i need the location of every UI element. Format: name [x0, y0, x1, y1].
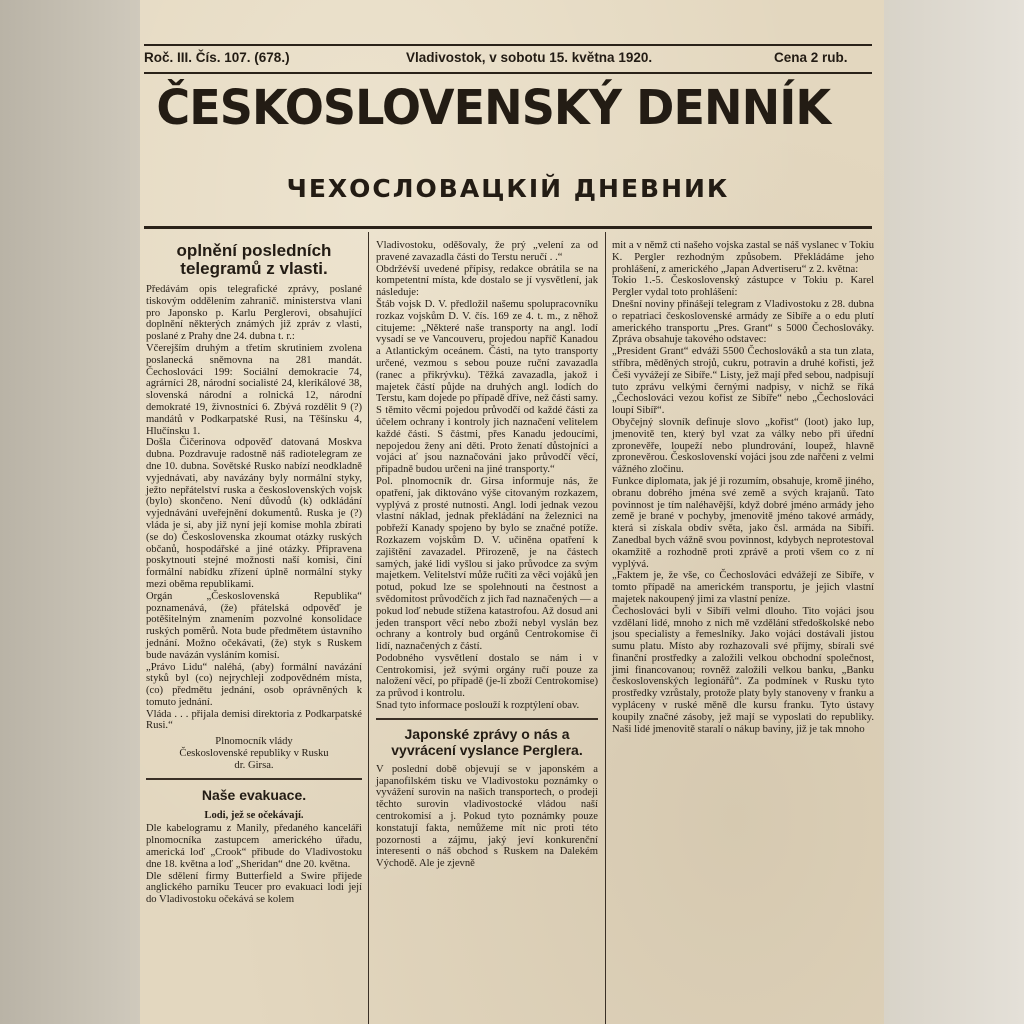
paragraph: Vláda . . . přijala demisi direktoria z Podkarpatské Rusi.“	[146, 708, 362, 732]
paragraph: „Faktem je, že vše, co Čechoslováci edvážejí ze Sibíře, v tomto případě na americkém transportu, je jejich vlastní majetek nakoupený jimi za vlastní peníze.	[612, 570, 874, 605]
article-separator	[376, 718, 598, 720]
paragraph: Došla Čičerinova odpověď datovaná Moskva dubna. Pozdravuje radostně náš radiotelegram ze dne 10. dubna. Sovětské Rusko nabízí neodkladně vyjednávati, aby navázány byly normální styky, ježto nepřátelství ruska a československých vojsk (bylo) skončeno. Není důvodů (k) odkládání vyjednávání uveřejnění dokumentů. Ruska je (?) vláda je si, aby již nyní její komise mohla zbírati (se do) Československa zkoumat otázky ruských občanů, hospodářské a jiné otázky. Připravena poskytnouti stejné možnosti naší komisi, činí formální nabídku zřízení úplně normální styky mezi oběma republikami.	[146, 437, 362, 590]
masthead-title: ČESKOSLOVENSKÝ DENNÍK	[156, 80, 831, 136]
column-2	[376, 240, 598, 870]
paragraph: Dle kabelogramu z Manily, předaného kanceláři plnomocníka zastupcem amerického úřadu, americká loď „Crook“ přibude do Vladivostoku dne 18. května a loď „Sheridan“ dne 20. května.	[146, 823, 362, 870]
price: Cena 2 rub.	[774, 50, 848, 65]
paragraph: Dle sdělení firmy Butterfield a Swire přijede anglického parníku Teucer pro evakuaci lodi její do Vladivostoku očekává se kolem	[146, 870, 362, 906]
issue-rule	[144, 72, 872, 74]
paragraph: Dnešní noviny přinášejí telegram z Vladivostoku z 28. dubna o repatriaci československé armády ze Sibíře a o edu plutí amerického transportu „Pres. Grant“ s 5000 Čechoslováky. Zpráva obsahuje takového odstavec:	[612, 298, 874, 346]
paragraph: Předávám opis telegrafické zprávy, poslané tiskovým oddělením zahranič. ministerstva vlani pro Japonsko p. Karlu Perglerovi, obsahující doplnění některých známých již zpráv z vlasti, poslané z Prahy dne 24. dubna t. r.:	[146, 284, 362, 343]
article-heading-evacuation: Naše evakuace.	[201, 786, 307, 803]
paragraph: Obdržévší uvedené přípisy, redakce obrátila se na kompetentní místa, kde dostalo se jí vysvětlení, jak následuje:	[376, 263, 598, 299]
article-separator	[146, 778, 362, 780]
column-divider-2	[605, 232, 606, 1024]
signature-line: Plnomocník vlády	[215, 736, 293, 748]
paragraph: Obyčejný slovník definuje slovo „kořist“ (loot) jako lup, jmenovitě ten, který byl vzat za války nebo při úřední zpronevěře, loupeží nebo plundrování, loupež, hlavně zpronevěrou. Československí vojáci jsou zde nařčeni z velmi vážného zločinu.	[612, 416, 874, 476]
scan-background-right	[884, 0, 1024, 1024]
paragraph: Orgán „Československá Republika“ poznamenává, (že) přátelská odpověď je potěšitelným znamením pozvolné konsolidace ruských poměrů. Nota bude předmětem ústavního jednání. Možno očekávati, (že) styk s Ruskem bude navázán vysláním komisí.	[146, 590, 362, 661]
paragraph: „President Grant“ edváži 5500 Čechoslováků a sta tun zlata, stříbra, měděných strojů, cukru, potravin a druhé kořisti, jež Češi vyvážejí ze Sibíře.“ Listy, jež mají před sebou, nadpisují tuto zprávu velkými černými nadpisy, v nichž se říká „Čechoslováci vezou kořist ze Sibíře“ nebo „Čechoslováci loupí Sibíř“.	[612, 346, 874, 417]
paragraph: Včerejším druhým a třetím skrutiniem zvolena poslanecká sněmovna na 281 mandát. Čechoslováci 199: Sociální demokracie 74, agrárníci 28, národní socialisté 24, klerikálové 38, slovenská národní a rolnická 12, národní demokraté 19, živnostníci 6. Zbývá rozdělit 9 (?) mandátů v Podkarpatské Rusi, na Těšínsku 4, Hlučínsku 1.	[146, 342, 362, 437]
signature-line: dr. Girsa.	[234, 759, 274, 771]
masthead-subtitle: ЧЕХОСЛОВАЦКІЙ ДНЕВНИК	[286, 174, 730, 203]
article-heading-japanese-reports: Japonské zprávy o nás a vyvrácení vyslance Perglera.	[391, 725, 583, 758]
article-subheading: Lodi, jež se očekávají.	[204, 809, 304, 821]
paragraph: Vladivostoku, oděšovaly, že prý „velení za od pravené zavazadla části do Terstu neručí . .“	[376, 240, 598, 263]
dateline: Vladivostok, v sobotu 15. května 1920.	[406, 50, 653, 65]
paragraph: Snad tyto informace poslouží k rozptýlení obav.	[376, 700, 580, 712]
paragraph: V poslední době objevují se v japonském a japanofilském tisku ve Vladivostoku poznámky o vyvážení surovin na našich transportech, o prodeji těchto surovin vladivostocké vládou naší centrokomisí a j. Pokud tyto poznámky pouze konstatují fakta, nemůžeme mít nic proti této pozornosti a zájmu, jaký jeví konkurenční interesenti o náš obchod s Ruskem na Dalekém Východě. Ale je zjevně	[376, 763, 598, 870]
column-divider-1	[368, 232, 369, 1024]
paragraph: „Právo Lidu“ naléhá, (aby) formální navázání styků byl (co) nejrychleji zodpovědném místa, (co) předmětu jednání, osob oprávněných k tomuto jednání.	[146, 661, 362, 708]
column-1	[146, 240, 362, 906]
paragraph: Funkce diplomata, jak jé ji rozumím, obsahuje, kromě jiného, obranu dobrého jména své země a svých krajanů. Tato povinnost je tím naléhavější, když dobré jméno armády jeho země je brané v pochyby, jmenovitě jméno takové armády, která si získala obdiv světa, jako čsl. armáda na Sibíři. Zanedbal bych vážně svou povinnost, kdybych neprotestoval okamžitě a rozhodně proti zprávě a proti všem co z ní vyplývá.	[612, 475, 874, 570]
paragraph: Pol. plnomocník dr. Girsa informuje nás, že opatření, jak diktováno výše citovaným rozkazem, vyplývá z prosté nutnosti. Angl. lodi jednak vezou vlastní náklad, jednak překládání na železnici na pobřeží Kanady spojeno by bylo se značné potíže. Rozkazem vojskům D. V. učiněna opatření k zajištění zavazadel. Přirozeně, je na částech samých, jaké lidi vyšlou si jako průvodce za svým majetkem. Velitelství může ručiti za věci vojáků jen potud, pokud lze se spolehnouti na čestnost a svědomitost průvodčích z jich řad naznačených — a pokud loď nebude stížena katastrofou. Až dosud ani jeden transport věcí nebo zboží nebyl vyslán bez ochrany a kontroly bud orgánů Centrokomise či lidí, naznačených z částí.	[376, 475, 598, 653]
masthead-rule	[144, 226, 872, 229]
article-heading-telegrams: oplnění posledních telegramů z vlasti.	[176, 241, 332, 278]
scan-background-left	[0, 0, 140, 1024]
paragraph: mit a v němž cti našeho vojska zastal se náš vyslanec v Tokiu K. Pergler rezhodným způsobem. Překládáme jeho prohlášení, z amerického „Japan Advertiseru“ z 2. května:	[612, 240, 874, 275]
newspaper-page	[140, 0, 884, 1024]
paragraph: Štáb vojsk D. V. předložil našemu spolupracovníku rozkaz vojskům D. V. čís. 169 ze 4. t. m., z něhož citujeme: „Některé naše transporty na angl. lodí vysadí se ve Vancouveru, projedou napříč Kanadou a Atlantickým oceánem. Části, na tyto transporty určené, vezmou s sebou pouze ruční zavazadla (ranec a přikrývku). Těžká zavazadla, jakož i majetek částí půjde na druhých angl. lodích do Terstu, kam dojede po případě dříve, než části samy. S těmito věcmi pojedou průvodčí od každé části za účelem ochrany i kontroly jich naznačení velitelem každé části. S částmi, přes Kanadu jedoucími, nepojedou ženy ani děti. Proto ženatí důstojníci a vojáci ať jsou naznačováni jako průvodčí věcí, připadně budou určeni na jiné transporty.“	[376, 298, 598, 476]
issue-number: Roč. III. Čís. 107. (678.)	[144, 50, 290, 65]
paragraph: Tokio 1.-5. Československý zástupce v Tokiu p. Karel Pergler vydal toto prohlášení:	[612, 275, 874, 299]
column-3	[612, 240, 874, 735]
issue-line	[144, 50, 874, 70]
signature-line: Československé republiky v Rusku	[179, 748, 329, 760]
paragraph: Podobného vysvětlení dostalo se nám i v Centrokomisi, jež svými orgány ručí pouze za naložení věcí, po případě (je-li zboží Centrokomise) za průvod i kontrolu.	[376, 652, 598, 700]
paragraph: Čechoslováci byli v Sibíři velmi dlouho. Tito vojáci jsou vzdělaní lidé, mnoho z nich mě vzdělání středoškolské nebo jsou specialisty a řemeslníky. Jako vojáci dostávali jistou sumu platu. Místo aby rozhazovali své příjmy, sbírali své finanční prostředky a založili velkou obchodní společnost, jimi financovanou; rovněž založili velkou banku, „Banku československých legionářů“. Za podmínek v Rusku tyto prostředky vzrůstaly, protože platy byly stanoveny v franku a vypláceny v ruské měně dle kursu franku. Tyto ústavy koupily značné zásoby, jež mají se vyposlati do republiky. Naši lidé jmenovitě staralí o nákup baviny, již je tak mnoho	[612, 605, 874, 735]
top-rule	[144, 44, 872, 46]
